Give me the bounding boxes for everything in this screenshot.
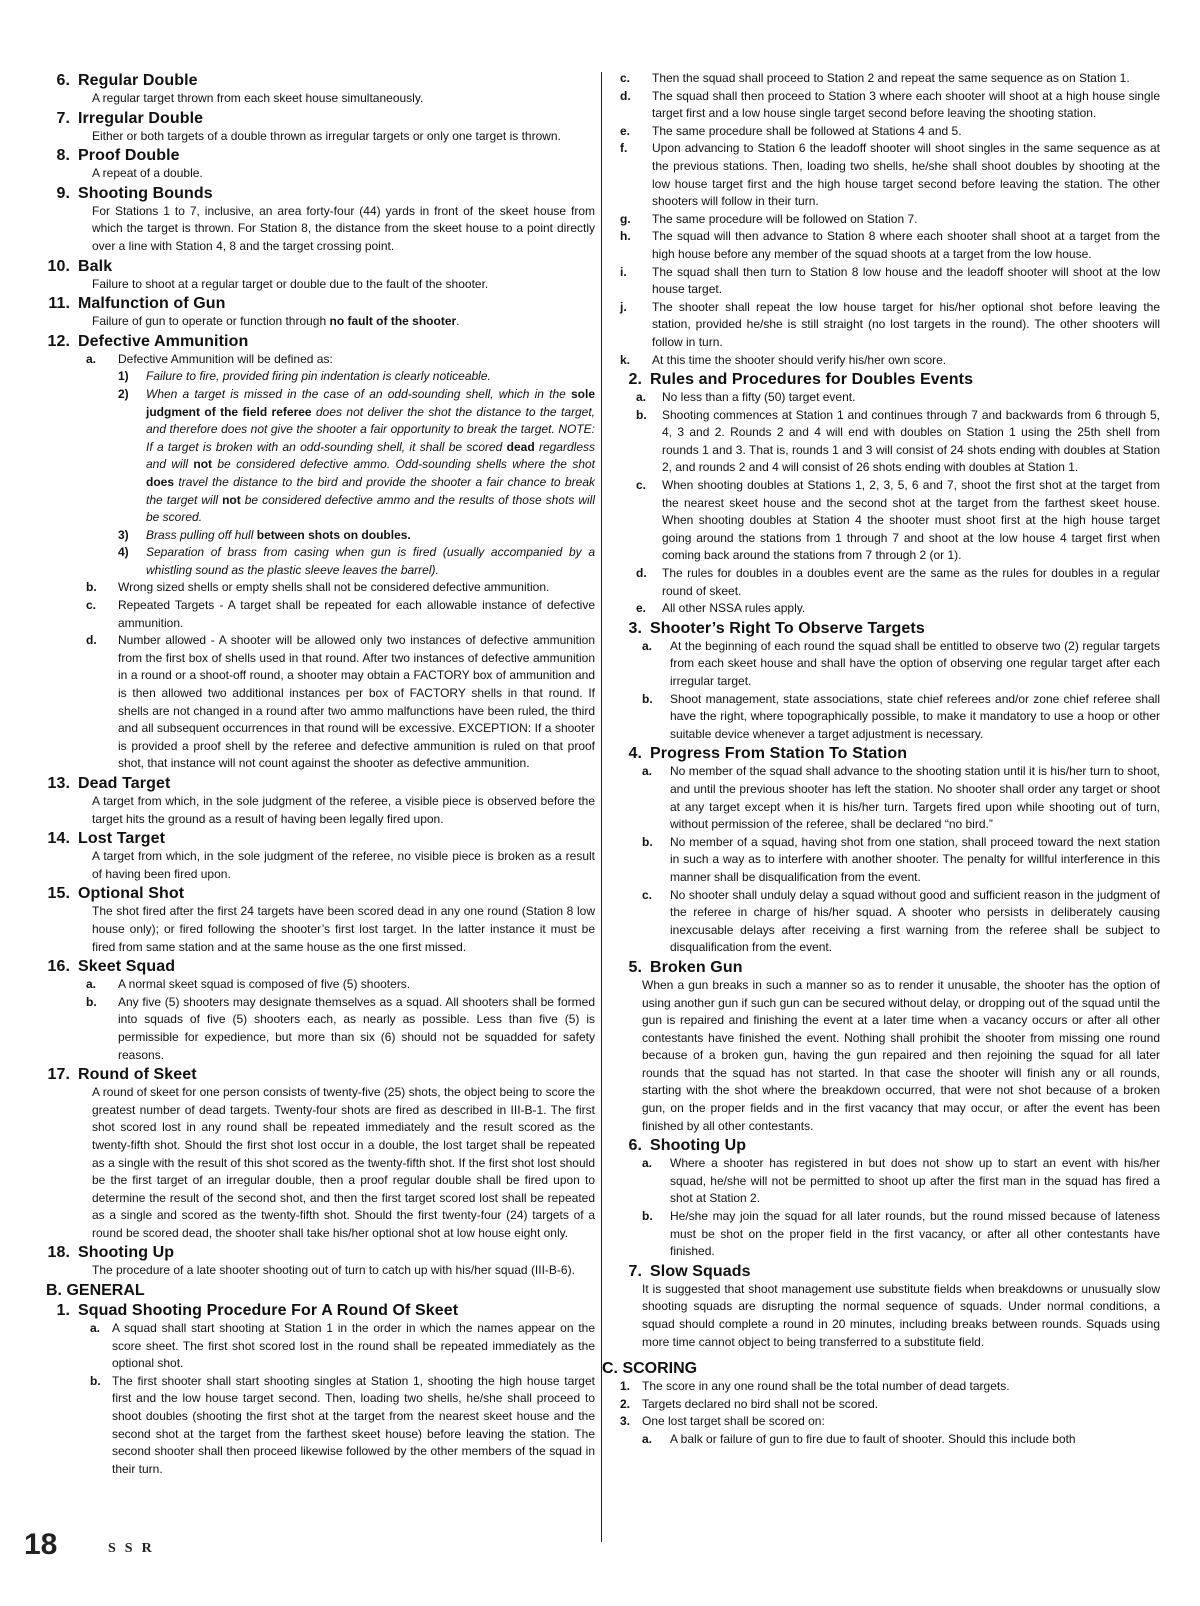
item-number: 16. xyxy=(47,958,70,976)
definition-15 xyxy=(40,884,595,956)
item-letter: f. xyxy=(620,141,628,156)
item-text: Defective Ammunition will be defined as: xyxy=(118,351,333,366)
item-text: No shooter shall unduly delay a squad without good and sufficient reason in the judgment of the referee in charge of his/her squad. A shooter who persists in deliberately causing inexcusable delays after receiving a first warning from the referee shall be subject to disqualification from the event. xyxy=(670,887,1160,955)
item-text: A normal skeet squad is composed of five (5) shooters. xyxy=(118,977,411,992)
paragraph: The procedure of a late shooter shooting out of turn to catch up with his/her squad (III-B-6). xyxy=(92,1263,575,1278)
item-text: All other NSSA rules apply. xyxy=(662,601,806,616)
list-item xyxy=(636,407,1160,477)
sub-item xyxy=(118,368,595,386)
item-letter: a. xyxy=(90,1321,101,1336)
section-heading-general: B. GENERAL xyxy=(46,1282,145,1300)
heading: Slow Squads xyxy=(650,1262,751,1280)
text: When a target is missed in the case of an odd-sounding shell, which in the xyxy=(146,386,571,401)
item-letter: h. xyxy=(620,229,631,244)
item-number: 6. xyxy=(628,1137,642,1155)
item-text: No less than a fifty (50) target event. xyxy=(662,390,856,405)
item-letter: a. xyxy=(642,1156,653,1171)
heading: Regular Double xyxy=(78,72,198,89)
heading: Progress From Station To Station xyxy=(650,745,908,763)
item-text: Targets declared no bird shall not be scored. xyxy=(642,1396,879,1411)
general-3 xyxy=(612,619,1160,744)
list-item xyxy=(642,638,1160,691)
item-text: At the beginning of each round the squad shall be entitled to observe two (2) regular targets from each skeet house and shall have the option of observing one regular target after each irregular target. xyxy=(670,638,1160,688)
heading: Dead Target xyxy=(78,775,171,792)
list-item xyxy=(636,389,1160,407)
general-4 xyxy=(612,744,1160,957)
list-item xyxy=(620,228,1160,263)
item-number: 11. xyxy=(48,295,70,313)
item-text: The rules for doubles in a doubles event are the same as the rules for doubles in a regular round of skeet. xyxy=(662,566,1160,598)
item-text: The same procedure will be followed on Station 7. xyxy=(652,211,918,226)
sub-item xyxy=(118,386,595,527)
item-number: 2) xyxy=(118,386,129,401)
item-text: The same procedure shall be followed at Stations 4 and 5. xyxy=(652,123,962,138)
item-number: 8. xyxy=(56,147,70,165)
item-letter: c. xyxy=(636,478,647,493)
item-number: 12. xyxy=(47,332,70,350)
item-number: 14. xyxy=(47,830,70,848)
text: be considered defective ammo. Odd-sounding shells where the shot xyxy=(212,457,595,472)
paragraph xyxy=(92,313,595,331)
paragraph: For Stations 1 to 7, inclusive, an area forty-four (44) yards in front of the skeet house from which the target is thrown. For Station 8, the distance from the skeet house to a point directly over a line with Station 4, 8 and the target crossing point. xyxy=(92,203,595,253)
right-column xyxy=(602,70,1160,1449)
item-letter: b. xyxy=(642,691,653,706)
bold-text: dead xyxy=(506,439,535,454)
definition-6 xyxy=(40,71,595,108)
bold-text: not xyxy=(193,457,213,472)
list-item xyxy=(86,579,595,597)
item-text: At this time the shooter should verify his/her own score. xyxy=(652,352,947,367)
item-text: The squad shall then proceed to Station 3 where each shooter will shoot at a high house single target first and a low house single target second before leaving the shooting station. xyxy=(652,88,1160,121)
item-letter: d. xyxy=(636,566,647,581)
item-text: Separation of brass from casing when gun is fired (usually accompanied by a whistling sound as the plastic sleeve leaves the barrel). xyxy=(146,545,595,577)
heading: Optional Shot xyxy=(78,885,185,903)
general-5 xyxy=(612,958,1160,1135)
item-number: 3. xyxy=(628,619,642,637)
paragraph: A repeat of a double. xyxy=(92,166,203,181)
heading: Shooter’s Right To Observe Targets xyxy=(650,619,925,637)
item-number: 1. xyxy=(56,1302,70,1320)
item-letter: b. xyxy=(86,994,97,1009)
heading: Balk xyxy=(78,257,113,275)
definition-12 xyxy=(40,332,595,773)
item-text: When shooting doubles at Stations 1, 2, 3, 5, 6 and 7, shoot the first shot at the target from the nearest skeet house and the second shot at the target from the farthest skeet house. When shooting doubles at Station 4 the shooter must shoot first at the high house target going around the stations from 1 through 7 and shoot at the low house 4 target first when coming back around the stations from 7 through 2 (or 1). xyxy=(662,478,1160,563)
list-item xyxy=(620,1413,1160,1431)
definition-16 xyxy=(40,957,595,1064)
item-number: 4) xyxy=(118,545,129,560)
list-item xyxy=(620,352,1160,370)
list-item xyxy=(642,691,1160,744)
item-letter: e. xyxy=(636,601,647,616)
heading: Skeet Squad xyxy=(78,958,176,976)
item-letter: a. xyxy=(636,390,647,405)
item-text: He/she may join the squad for all later rounds, but the round missed because of lateness must be shot on the proper field in the first vacancy, or after all other contestants have finished. xyxy=(670,1209,1160,1259)
item-text: One lost target shall be scored on: xyxy=(642,1414,825,1429)
list-item xyxy=(620,70,1160,88)
item-number: 1. xyxy=(620,1379,631,1394)
text: be considered defective ammo and the results of those shots will be scored. xyxy=(146,492,595,525)
item-text: Shoot management, state associations, state chief referees and/or zone chief referee shall have the right, where topographically possible, to make it mandatory to use a hoop or other suitable device whenever a target adjustment is necessary. xyxy=(670,691,1160,741)
bold-text: between shots on doubles xyxy=(256,527,408,542)
list-item xyxy=(642,834,1160,887)
list-item xyxy=(620,264,1160,299)
list-item xyxy=(620,1378,1160,1396)
item-letter: e. xyxy=(620,123,631,138)
publication-mark: SSR xyxy=(108,1541,161,1556)
text: travel the distance to the bird and provide the shooter a fair chance to break the target will xyxy=(146,474,595,507)
item-text: A squad shall start shooting at Station 1 in the order in which the names appear on the score sheet. The first shot scored lost in the round shall be repeated immediately as the optional shot. xyxy=(112,1321,595,1371)
item-letter: j. xyxy=(620,299,627,314)
general-2 xyxy=(612,370,1160,618)
item-text: No member of the squad shall advance to the shooting station until it is his/her turn to shoot, and until the previous shooter has left the station. No shooter shall order any target or shoot at any target except when it is his/her turn. Targets fired upon while shooting out of turn, without permission of the referee, shall be declared “no bird.” xyxy=(670,764,1160,832)
definition-8 xyxy=(40,146,595,183)
paragraph: A target from which, in the sole judgment of the referee, a visible piece is observed before the target hits the ground as a result of having been legally fired upon. xyxy=(92,794,595,826)
list-item xyxy=(642,1208,1160,1261)
definition-17 xyxy=(40,1065,595,1242)
item-letter: c. xyxy=(620,71,631,85)
item-number: 9. xyxy=(56,184,70,202)
list-item xyxy=(636,477,1160,565)
paragraph: It is suggested that shoot management use substitute fields when breakdowns or unusually slow shooting squads are disrupting the normal sequence of squads. Under normal conditions, a squad should complete a round in 20 minutes, including breaks between rounds. Squads using more time cannot object to being transferred to a substitute field. xyxy=(642,1281,1160,1349)
item-number: 7. xyxy=(56,109,70,127)
definition-13 xyxy=(40,774,595,828)
text: . xyxy=(407,527,411,542)
list-item xyxy=(90,1320,595,1373)
list-item xyxy=(636,600,1160,618)
item-number: 2. xyxy=(628,371,642,389)
paragraph: A round of skeet for one person consists of twenty-five (25) shots, the object being to score the greatest number of dead targets. Twenty-four shots are fired as described in III-B-1. The first shot scored lost in any round shall be repeated immediately and the result scored as the twenty-fifth shot. Should the first shot lost occur in a double, the lost target shall be repeated as a single with the result of this shot scored as the twenty-fifth shot. If the first shot lost should be the first target of an irregular double, then a proof regular double shall be fired upon to determine the result of the second shot, and then the first target scored lost shall be repeated as a single and scored as the twenty-fifth shot. Should the first twenty-four (24) targets of a round be scored dead, the shooter shall take his/her optional shot at low house eight only. xyxy=(92,1085,595,1240)
bold-text: does xyxy=(146,474,175,489)
list-item xyxy=(620,299,1160,352)
item-letter: b. xyxy=(642,1209,653,1224)
item-number: 18. xyxy=(47,1244,70,1262)
text: . xyxy=(456,314,460,329)
item-number: 13. xyxy=(47,775,70,792)
bold-text: sole judgment of the field referee xyxy=(146,386,595,419)
paragraph: Either or both targets of a double thrown as irregular targets or only one target is thrown. xyxy=(92,128,561,143)
item-text: A balk or failure of gun to fire due to fault of shooter. Should this include both xyxy=(670,1431,1076,1446)
item-letter: a. xyxy=(642,638,653,653)
item-text: No member of a squad, having shot from one station, shall proceed toward the next station in such a way as to interfere with another shooter. The penalty for willful interference in this manner shall be disqualification from the event. xyxy=(670,834,1160,884)
item-text: The first shooter shall start shooting singles at Station 1, shooting the high house target first and the low house target second. Then, loading two shells, he/she shall proceed to shoot doubles (shooting the first shot at the target from the nearest skeet house and the second shot at the target from the farthest skeet house) before leaving the station. The second shooter shall then proceed likewise followed by the other members of the squad in their turn. xyxy=(112,1373,595,1476)
left-column xyxy=(40,70,595,1478)
text: Failure of gun to operate or function through xyxy=(92,314,330,329)
item-text xyxy=(146,386,595,527)
item-text: Wrong sized shells or empty shells shall not be considered defective ammunition. xyxy=(118,580,550,595)
section-heading-scoring: C. SCORING xyxy=(602,1360,698,1378)
list-item xyxy=(620,1396,1160,1414)
heading: Shooting Bounds xyxy=(78,184,213,202)
paragraph: A target from which, in the sole judgment of the referee, no visible piece is broken as a result of having been fired upon. xyxy=(92,849,595,881)
item-text: Failure to fire, provided firing pin indentation is clearly noticeable. xyxy=(146,369,491,384)
list-item xyxy=(620,140,1160,210)
item-number: 3. xyxy=(620,1414,631,1429)
heading: Proof Double xyxy=(78,147,180,165)
text: regardless and will xyxy=(146,439,595,472)
bold-text: no fault of the shooter xyxy=(329,314,457,329)
list-item xyxy=(642,1431,1160,1449)
item-text: Repeated Targets - A target shall be repeated for each allowable instance of defective ammunition. xyxy=(118,598,595,630)
item-text: The shooter shall repeat the low house target for his/her optional shot before leaving the station, provided he/she is still straight (no lost targets in the round). The other shooters will follow in turn. xyxy=(652,299,1160,349)
item-text: The score in any one round shall be the total number of dead targets. xyxy=(642,1379,1010,1394)
definition-18 xyxy=(40,1243,595,1280)
item-text xyxy=(146,527,595,545)
list-item xyxy=(86,597,595,632)
item-letter: a. xyxy=(642,764,653,779)
item-number: 1) xyxy=(118,369,129,384)
definition-11 xyxy=(40,294,595,331)
column-divider xyxy=(601,72,602,1542)
list-item xyxy=(86,632,595,773)
item-text: Any five (5) shooters may designate themselves as a squad. All shooters shall be formed into squads of five (5) shooters each, as nearly as possible. Less than five (5) is permissible for expedience, but more than six (6) should not be squadded for safety reasons. xyxy=(118,994,595,1062)
sub-item xyxy=(118,544,595,579)
item-letter: a. xyxy=(86,977,97,992)
heading: Squad Shooting Procedure For A Round Of Skeet xyxy=(78,1302,459,1320)
item-number: 4. xyxy=(628,745,642,763)
item-text: Upon advancing to Station 6 the leadoff shooter will shoot singles in the same sequence as at the previous stations. Then, loading two shells, he/she shall shoot doubles by shooting at the low house target first and the high house target second before leaving the station. The other shooters will follow in their turn. xyxy=(652,141,1160,209)
item-letter: c. xyxy=(642,887,653,902)
page-number: 18 xyxy=(24,1528,58,1561)
item-number: 15. xyxy=(47,885,70,903)
text: Brass pulling off hull xyxy=(146,527,257,542)
item-letter: i. xyxy=(620,264,627,279)
heading: Malfunction of Gun xyxy=(78,295,226,313)
list-item xyxy=(636,565,1160,600)
item-letter: d. xyxy=(620,88,631,103)
sub-item xyxy=(118,527,595,545)
item-number: 2. xyxy=(620,1396,631,1411)
list-item xyxy=(642,887,1160,957)
list-item xyxy=(642,763,1160,833)
heading: Irregular Double xyxy=(78,109,204,127)
heading: Round of Skeet xyxy=(78,1066,197,1084)
item-letter: c. xyxy=(86,598,97,613)
general-1 xyxy=(40,1301,595,1478)
paragraph: Failure to shoot at a regular target or double due to the fault of the shooter. xyxy=(92,276,489,291)
heading: Shooting Up xyxy=(650,1137,747,1155)
paragraph: A regular target thrown from each skeet house simultaneously. xyxy=(92,91,424,105)
heading: Broken Gun xyxy=(650,958,743,976)
item-letter: b. xyxy=(90,1373,101,1388)
list-item xyxy=(86,994,595,1064)
item-text: Number allowed - A shooter will be allowed only two instances of defective ammunition from the first box of shells used in that round. After two instances of defective ammunition in a round or a shoot-off round, a shooter may obtain a FACTORY box of ammunition and is then allowed two additional instances per box of FACTORY shells in that round. If shells are not changed in a round after two ammo malfunctions have been ruled, the third and all subsequent occurrences in that round will be excessive. EXCEPTION: If a shooter is provided a proof shell by the referee and defective ammunition is ruled on that proof shot, that instance will not count against the shooter as defective ammunition. xyxy=(118,633,595,771)
heading: Lost Target xyxy=(78,830,166,848)
item-letter: b. xyxy=(642,834,653,849)
heading: Shooting Up xyxy=(78,1244,175,1262)
item-text: The squad will then advance to Station 8 where each shooter shall shoot at a target from the high house before any member of the squad shoots at a target from the low house. xyxy=(652,229,1160,261)
definition-9 xyxy=(40,184,595,256)
paragraph: When a gun breaks in such a manner so as to render it unusable, the shooter has the option of using another gun if such gun can be secured without delay, or dropping out of the squad until the gun is repaired and finishing the event at a later time when a vacancy occurs or after all other contestants have finished the event. Nothing shall prohibit the shooter from missing one round because of a broken gun, having the gun repaired and then rejoining the squad for all later rounds that the squad has not started. In that case the shooter will finish any or all rounds, starting with the shot where the breakdown occurred, that were not shot because of a broken gun, on the proper fields and in the first vacancy that may occur, or after the event has been finished by all other contestants. xyxy=(642,977,1160,1133)
list-item xyxy=(642,1155,1160,1208)
item-text: Then the squad shall proceed to Station 2 and repeat the same sequence as on Station 1. xyxy=(652,71,1130,85)
item-text: Where a shooter has registered in but does not show up to start an event with his/her squad, he/she will not be permitted to shoot up after the first man in the squad has fired a shot at Station 2. xyxy=(670,1156,1160,1206)
item-text: Shooting commences at Station 1 and continues through 7 and backwards from 6 through 5, 4, 3 and 2. Rounds 2 and 4 will end with doubles on Station 1 using the 25th shell from rounds 1 and 3. That is, rounds 1 and 3 will consist of 24 shots ending with doubles at Station 2, and rounds 2 and 4 will consist of 26 shots ending with doubles at Station 1. xyxy=(662,407,1160,475)
list-item xyxy=(90,1373,595,1479)
general-7 xyxy=(612,1262,1160,1351)
text: does not deliver the shot the distance to the target, and therefore does not give the shooter a fair opportunity to break the target. NOTE: If a target is broken with an odd-sounding shell, it shall be scored xyxy=(146,404,596,454)
item-number: 5. xyxy=(628,958,642,976)
item-number: 17. xyxy=(47,1066,70,1084)
item-letter: a. xyxy=(86,351,97,366)
paragraph: The shot fired after the first 24 targets have been scored dead in any one round (Station 8 low house only); or fired following the shooter’s first lost target. In the latter instance it must be fired from same station and at the same house as the one first missed. xyxy=(92,904,595,954)
definition-7 xyxy=(40,109,595,146)
list-item xyxy=(620,211,1160,229)
list-item xyxy=(620,123,1160,141)
definition-10 xyxy=(40,257,595,294)
list-item xyxy=(86,976,595,994)
item-number: 10. xyxy=(47,257,70,275)
definition-14 xyxy=(40,829,595,883)
item-letter: b. xyxy=(636,407,647,422)
item-letter: g. xyxy=(620,211,631,226)
list-item xyxy=(620,88,1160,123)
item-letter: b. xyxy=(86,580,97,595)
item-number: 3) xyxy=(118,527,129,542)
list-item xyxy=(86,351,595,369)
general-6 xyxy=(612,1136,1160,1261)
item-letter: a. xyxy=(642,1431,653,1446)
item-letter: d. xyxy=(86,633,97,648)
heading: Defective Ammunition xyxy=(78,332,249,350)
item-number: 7. xyxy=(628,1262,642,1280)
item-text: The squad shall then turn to Station 8 low house and the leadoff shooter will shoot at the low house target. xyxy=(652,264,1160,297)
item-number: 6. xyxy=(56,72,70,89)
item-letter: k. xyxy=(620,352,631,367)
bold-text: not xyxy=(222,492,241,507)
heading: Rules and Procedures for Doubles Events xyxy=(650,371,974,389)
